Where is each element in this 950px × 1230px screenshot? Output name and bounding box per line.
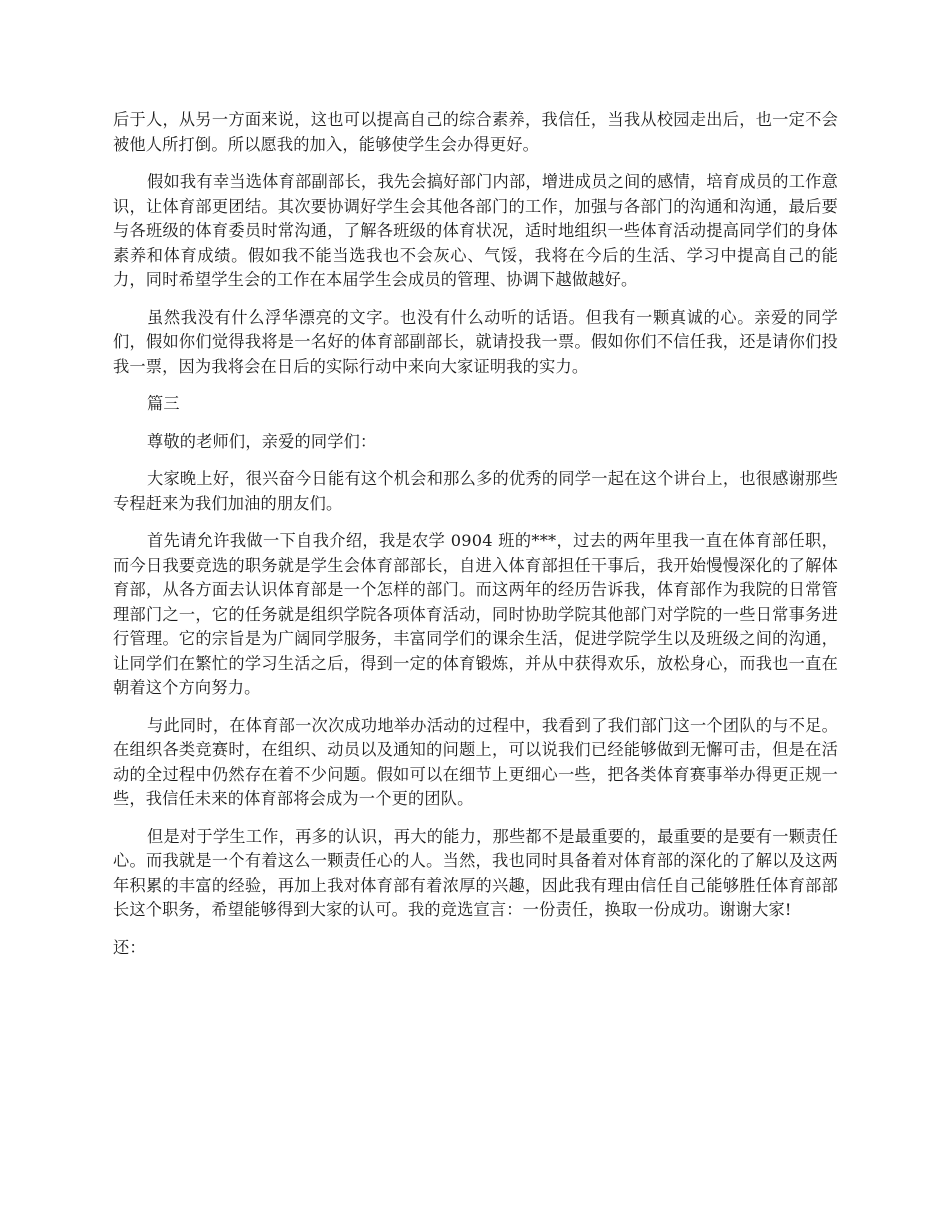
paragraph-3: 虽然我没有什么浮华漂亮的文字。也没有什么动听的话语。但我有一颗真诚的心。亲爱的同学们，假如你们觉得我将是一名好的体育部副部长，就请投我一票。假如你们不信任我，还是请你们投我一票，因为我将会在日后的实际行动中来向大家证明我的实力。: [113, 307, 838, 376]
paragraph-greeting: 大家晚上好，很兴奋今日能有这个机会和那么多的优秀的同学一起在这个讲台上，也很感谢那些专程赶来为我们加油的朋友们。: [113, 469, 838, 513]
paragraph-1: 后于人，从另一方面来说，这也可以提高自己的综合素养，我信任，当我从校园走出后，也一定不会被他人所打倒。所以愿我的加入，能够使学生会办得更好。: [113, 110, 838, 154]
trailing-text: 还：: [113, 937, 146, 957]
section-heading: 篇三: [147, 394, 180, 413]
paragraph-responsibility: 但是对于学生工作，再多的认识，再大的能力，那些都不是最重要的，最重要的是要有一颗责任心。而我就是一个有着这么一颗责任心的人。当然，我也同时具备着对体育部的深化的了解以及这两年积累的丰富的经验，再加上我对体育部有着浓厚的兴趣，因此我有理由信任自己能够胜任体育部部长这个职务，希望能够得到大家的认可。我的竞选宣言：一份责任，换取一份成功。谢谢大家!: [113, 826, 838, 919]
document-page: [113, 108, 838, 973]
paragraph-team: 与此同时，在体育部一次次成功地举办活动的过程中，我看到了我们部门这一个团队的与不足。在组织各类竞赛时，在组织、动员以及通知的问题上，可以说我们已经能够做到无懈可击，但是在活动的全过程中仍然存在着不少问题。假如可以在细节上更细心一些，把各类体育赛事举办得更正规一些，我信任未来的体育部将会成为一个更的团队。: [113, 715, 838, 808]
paragraph-2: 假如我有幸当选体育部副部长，我先会搞好部门内部，增进成员之间的感情，培育成员的工作意识，让体育部更团结。其次要协调好学生会其他各部门的工作，加强与各部门的沟通和沟通，最后要与各班级的体育委员时常沟通，了解各班级的体育状况，适时地组织一些体育活动提高同学们的身体素养和体育成绩。假如我不能当选我也不会灰心、气馁，我将在今后的生活、学习中提高自己的能力，同时希望学生会的工作在本届学生会成员的管理、协调下越做越好。: [113, 172, 838, 289]
paragraph-introduction: 首先请允许我做一下自我介绍，我是农学 0904 班的***，过去的两年里我一直在体育部任职，而今日我要竞选的职务就是学生会体育部部长，自进入体育部担任干事后，我开始慢慢深化的了解体育部，从各方面去认识体育部是一个怎样的部门。而这两年的经历告诉我，体育部作为我院的日常管理部门之一，它的任务就是组织学院各项体育活动，同时协助学院其他部门对学院的一些日常事务进行管理。它的宗旨是为广阔同学服务，丰富同学们的课余生活，促进学院学生以及班级之间的沟通，让同学们在繁忙的学习生活之后，得到一定的体育锻炼，并从中获得欢乐，放松身心，而我也一直在朝着这个方向努力。: [113, 531, 838, 697]
salutation: 尊敬的老师们，亲爱的同学们：: [147, 431, 377, 451]
